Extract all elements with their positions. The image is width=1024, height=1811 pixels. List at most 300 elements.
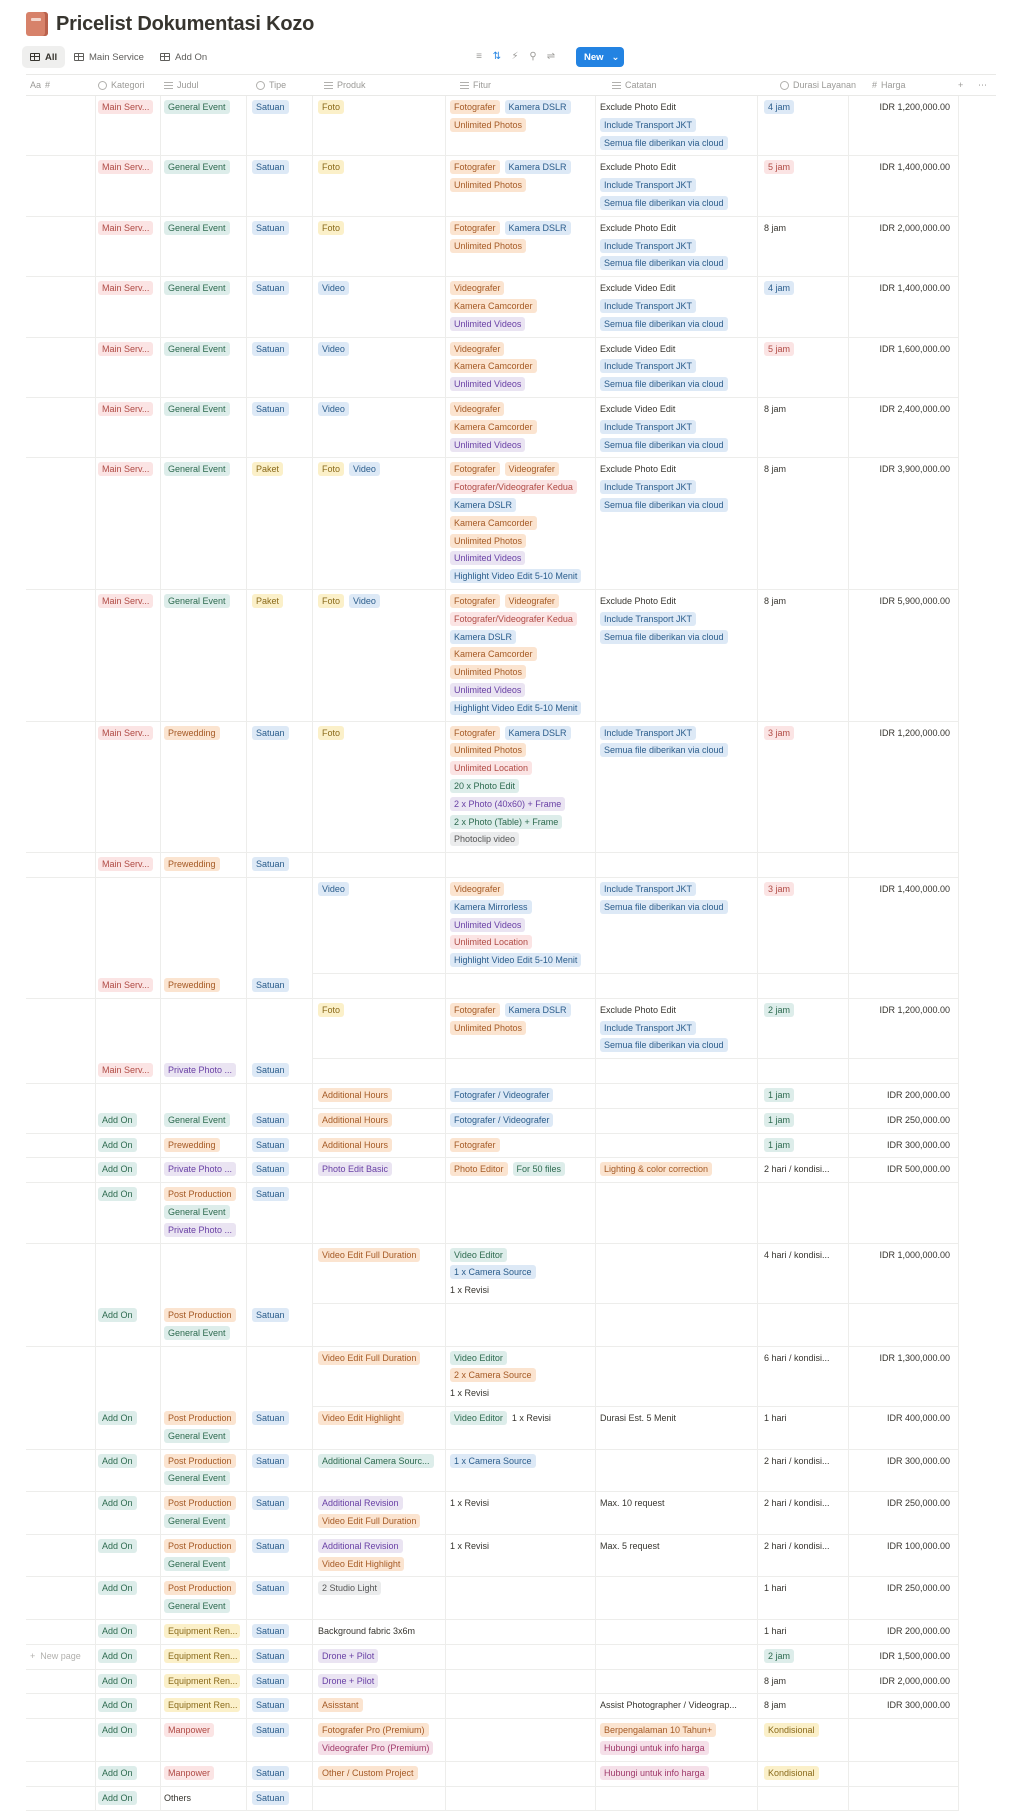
book-icon — [26, 12, 48, 36]
fitur-tag: Unlimited Location — [450, 761, 532, 775]
fitur-tag: 20 x Photo Edit — [450, 779, 519, 793]
judul-tag: General Event — [164, 1326, 230, 1340]
judul-tag: General Event — [164, 1205, 230, 1219]
judul-tag: Prewedding — [164, 1138, 220, 1152]
tipe-tag: Satuan — [252, 221, 289, 235]
harga-value: IDR 1,500,000.00 — [879, 1650, 950, 1661]
fitur-tag: Videografer — [505, 594, 559, 608]
judul-tag: Post Production — [164, 1539, 236, 1553]
judul-tag: General Event — [164, 100, 230, 114]
kategori-tag: Add On — [98, 1539, 137, 1553]
kategori-tag: Main Serv... — [98, 402, 153, 416]
produk-tag: Videografer Pro (Premium) — [318, 1741, 433, 1755]
kategori-tag: Add On — [98, 1411, 137, 1425]
tipe-tag: Satuan — [252, 978, 289, 992]
fitur-tag: Unlimited Location — [450, 935, 532, 949]
fitur-tag: Video Editor — [450, 1351, 507, 1365]
tipe-tag: Satuan — [252, 1308, 289, 1322]
kategori-tag: Main Serv... — [98, 281, 153, 295]
catatan-tag: Include Transport JKT — [600, 480, 696, 494]
harga-value: IDR 1,200,000.00 — [879, 102, 950, 112]
fitur-tag: Kamera Camcorder — [450, 420, 537, 434]
table-icon — [74, 53, 84, 61]
catatan-tag: Max. 5 request — [600, 1540, 660, 1551]
durasi-tag: 1 hari — [764, 1583, 787, 1594]
add-column-icon[interactable]: + — [958, 80, 964, 90]
durasi-tag: 5 jam — [764, 160, 794, 174]
tipe-tag: Satuan — [252, 342, 289, 356]
fitur-tag: 1 x Camera Source — [450, 1265, 536, 1279]
column-tipe[interactable]: Tipe — [256, 75, 286, 95]
judul-tag: General Event — [164, 1557, 230, 1571]
tipe-tag: Satuan — [252, 1187, 289, 1201]
durasi-tag: 2 hari / kondisi... — [764, 1540, 830, 1551]
fitur-tag: Unlimited Photos — [450, 534, 526, 548]
judul-tag: Private Photo ... — [164, 1162, 236, 1176]
catatan-tag: Exclude Photo Edit — [600, 102, 677, 112]
durasi-tag: 2 jam — [764, 1649, 794, 1663]
settings-icon[interactable]: ⇌ — [546, 51, 556, 62]
fitur-tag: Fotografer — [450, 462, 500, 476]
judul-tag: Private Photo ... — [164, 1223, 236, 1237]
tipe-tag: Satuan — [252, 1674, 289, 1688]
catatan-tag: Exclude Video Edit — [600, 283, 676, 294]
view-bar — [22, 46, 1022, 68]
fitur-tag: Fotografer — [450, 1138, 500, 1152]
produk-tag: Other / Custom Project — [318, 1766, 418, 1780]
kategori-tag: Add On — [98, 1791, 137, 1805]
harga-value: IDR 500,000.00 — [886, 1164, 950, 1175]
catatan-tag: Include Transport JKT — [600, 239, 696, 253]
column-divider — [246, 96, 247, 1811]
tipe-tag: Satuan — [252, 1723, 289, 1737]
produk-tag: Photo Edit Basic — [318, 1162, 392, 1176]
produk-tag: Additional Hours — [318, 1138, 392, 1152]
fitur-tag: 2 x Photo (40x60) + Frame — [450, 797, 565, 811]
harga-value: IDR 1,200,000.00 — [879, 727, 950, 738]
fitur-tag: 2 x Camera Source — [450, 1368, 536, 1382]
kategori-tag: Add On — [98, 1113, 137, 1127]
column-durasi[interactable]: Durasi Layanan — [780, 75, 856, 95]
durasi-tag: 6 hari / kondisi... — [764, 1352, 830, 1363]
multiselect-icon — [612, 82, 621, 89]
durasi-tag: 8 jam — [764, 404, 787, 414]
durasi-tag: 4 hari / kondisi... — [764, 1249, 830, 1260]
fitur-tag: Fotografer / Videografer — [450, 1113, 553, 1127]
durasi-tag: 8 jam — [764, 596, 787, 606]
tipe-tag: Satuan — [252, 1766, 289, 1780]
judul-tag: General Event — [164, 1471, 230, 1485]
kategori-tag: Add On — [98, 1766, 137, 1780]
kategori-tag: Add On — [98, 1674, 137, 1688]
durasi-tag: Kondisional — [764, 1766, 819, 1780]
column-divider — [445, 96, 446, 1811]
harga-value: IDR 250,000.00 — [886, 1114, 950, 1125]
durasi-tag: 5 jam — [764, 342, 794, 356]
durasi-tag: 1 hari — [764, 1626, 787, 1636]
search-icon[interactable]: ⚲ — [529, 51, 537, 62]
more-options-icon[interactable]: ⋯ — [978, 79, 987, 90]
produk-tag: Additional Revision — [318, 1496, 403, 1510]
kategori-tag: Add On — [98, 1496, 137, 1510]
kategori-tag: Add On — [98, 1649, 137, 1663]
durasi-tag: 4 jam — [764, 281, 794, 295]
durasi-tag: 1 jam — [764, 1138, 794, 1152]
fitur-tag: Unlimited Photos — [450, 239, 526, 253]
select-icon — [256, 81, 265, 90]
fitur-tag: Fotografer — [450, 160, 500, 174]
catatan-tag: Semua file diberikan via cloud — [600, 196, 728, 210]
harga-value: IDR 400,000.00 — [886, 1413, 950, 1423]
fitur-tag: Fotografer — [450, 221, 500, 235]
catatan-tag: Semua file diberikan via cloud — [600, 438, 728, 452]
judul-tag: General Event — [164, 1599, 230, 1613]
catatan-tag: Exclude Video Edit — [600, 404, 676, 414]
judul-tag: Prewedding — [164, 726, 220, 740]
tipe-tag: Satuan — [252, 1539, 289, 1553]
harga-value: IDR 1,200,000.00 — [879, 1004, 950, 1015]
catatan-tag: Include Transport JKT — [600, 726, 696, 740]
kategori-tag: Main Serv... — [98, 100, 153, 114]
judul-tag: Private Photo ... — [164, 1063, 236, 1077]
automation-icon[interactable]: ⚡ — [511, 51, 519, 62]
durasi-tag: 2 hari / kondisi... — [764, 1164, 830, 1175]
judul-tag: Manpower — [164, 1723, 214, 1737]
harga-value: IDR 1,400,000.00 — [879, 162, 950, 173]
table-icon — [30, 53, 40, 61]
durasi-tag: 8 jam — [764, 464, 787, 475]
table-header — [26, 74, 996, 96]
judul-tag: General Event — [164, 1514, 230, 1528]
produk-tag: Foto — [318, 160, 344, 174]
produk-tag: Fotografer Pro (Premium) — [318, 1723, 429, 1737]
catatan-tag: Include Transport JKT — [600, 1021, 696, 1035]
catatan-tag: Semua file diberikan via cloud — [600, 743, 728, 757]
durasi-tag: 3 jam — [764, 882, 794, 896]
catatan-tag: Exclude Photo Edit — [600, 1004, 677, 1015]
catatan-tag: Include Transport JKT — [600, 359, 696, 373]
durasi-tag: 3 jam — [764, 726, 794, 740]
judul-tag: Post Production — [164, 1187, 236, 1201]
durasi-tag: 2 hari / kondisi... — [764, 1498, 830, 1509]
durasi-tag: 8 jam — [764, 1700, 787, 1711]
fitur-tag: Fotografer — [450, 100, 500, 114]
catatan-tag: Assist Photographer / Videograp... — [600, 1700, 737, 1711]
produk-tag: Foto — [318, 221, 344, 235]
harga-value: IDR 1,400,000.00 — [879, 884, 950, 894]
page-title: Pricelist Dokumentasi Kozo — [56, 12, 315, 35]
produk-tag: Video — [318, 402, 349, 416]
fitur-tag: Fotografer — [450, 594, 500, 608]
fitur-tag: 1 x Revisi — [450, 1388, 490, 1399]
harga-value: IDR 250,000.00 — [886, 1583, 950, 1594]
produk-tag: Drone + Pilot — [318, 1649, 378, 1663]
tab-add-on[interactable]: Add On — [152, 46, 215, 68]
fitur-tag: For 50 files — [513, 1162, 566, 1176]
multiselect-icon — [324, 82, 333, 89]
judul-tag: General Event — [164, 221, 230, 235]
produk-tag: Video — [318, 342, 349, 356]
produk-tag: Foto — [318, 726, 344, 740]
produk-tag: Asisstant — [318, 1698, 363, 1712]
catatan-tag: Lighting & color correction — [600, 1162, 712, 1176]
judul-tag: General Event — [164, 1113, 230, 1127]
harga-value: IDR 1,000,000.00 — [879, 1249, 950, 1260]
fitur-tag: Kamera DSLR — [450, 498, 516, 512]
fitur-tag: Unlimited Videos — [450, 683, 525, 697]
fitur-tag: Videografer — [450, 342, 504, 356]
harga-value: IDR 200,000.00 — [886, 1090, 950, 1100]
fitur-tag: Kamera DSLR — [505, 1003, 571, 1017]
catatan-tag: Semua file diberikan via cloud — [600, 317, 728, 331]
fitur-tag: Highlight Video Edit 5-10 Menit — [450, 701, 581, 715]
catatan-tag: Semua file diberikan via cloud — [600, 900, 728, 914]
column-produk[interactable]: Produk — [324, 75, 366, 95]
column-harga[interactable]: # Harga — [872, 80, 906, 90]
catatan-tag: Exclude Photo Edit — [600, 596, 677, 606]
catatan-tag: Exclude Photo Edit — [600, 162, 677, 173]
durasi-tag: 8 jam — [764, 222, 787, 233]
judul-tag: Equipment Ren... — [164, 1698, 240, 1712]
judul-tag: General Event — [164, 402, 230, 416]
harga-value: IDR 200,000.00 — [886, 1626, 950, 1636]
new-page-button[interactable]: + New page — [30, 1651, 81, 1661]
produk-tag: Video — [349, 594, 380, 608]
catatan-tag: Semua file diberikan via cloud — [600, 377, 728, 391]
fitur-tag: Fotografer — [450, 726, 500, 740]
tipe-tag: Satuan — [252, 1454, 289, 1468]
tipe-tag: Satuan — [252, 1496, 289, 1510]
kategori-tag: Main Serv... — [98, 594, 153, 608]
catatan-tag: Include Transport JKT — [600, 420, 696, 434]
produk-tag: Video Edit Highlight — [318, 1557, 404, 1571]
judul-tag: Others — [164, 1792, 192, 1803]
produk-tag: Foto — [318, 594, 344, 608]
fitur-tag: Kamera Mirrorless — [450, 900, 532, 914]
kategori-tag: Add On — [98, 1308, 137, 1322]
produk-tag: Video — [318, 882, 349, 896]
column-number[interactable]: Aa # — [30, 80, 51, 90]
filter-icon[interactable]: ≡ — [476, 51, 482, 62]
tab-main-service[interactable]: Main Service — [66, 46, 152, 68]
kategori-tag: Add On — [98, 1723, 137, 1737]
tipe-tag: Satuan — [252, 281, 289, 295]
harga-value: IDR 3,900,000.00 — [879, 464, 950, 475]
catatan-tag: Semua file diberikan via cloud — [600, 630, 728, 644]
tipe-tag: Satuan — [252, 1698, 289, 1712]
kategori-tag: Main Serv... — [98, 342, 153, 356]
kategori-tag: Main Serv... — [98, 978, 153, 992]
fitur-tag: Unlimited Photos — [450, 1021, 526, 1035]
harga-value: IDR 1,400,000.00 — [879, 283, 950, 294]
column-divider — [160, 96, 161, 1811]
tipe-tag: Satuan — [252, 1138, 289, 1152]
durasi-tag: 1 hari — [764, 1413, 787, 1423]
judul-tag: General Event — [164, 281, 230, 295]
fitur-tag: 1 x Revisi — [450, 1540, 490, 1551]
fitur-tag: 1 x Revisi — [450, 1498, 490, 1509]
catatan-tag: Exclude Photo Edit — [600, 464, 677, 475]
kategori-tag: Add On — [98, 1698, 137, 1712]
column-divider — [95, 96, 96, 1811]
catatan-tag: Include Transport JKT — [600, 882, 696, 896]
tipe-tag: Satuan — [252, 1649, 289, 1663]
tab-all[interactable]: All — [22, 46, 65, 68]
kategori-tag: Add On — [98, 1454, 137, 1468]
catatan-tag: Include Transport JKT — [600, 178, 696, 192]
produk-tag: Additional Hours — [318, 1088, 392, 1102]
tipe-tag: Satuan — [252, 1113, 289, 1127]
durasi-tag: 8 jam — [764, 1675, 787, 1686]
column-divider — [312, 96, 313, 1811]
fitur-tag: 1 x Camera Source — [450, 1454, 536, 1468]
produk-tag: Foto — [318, 462, 344, 476]
kategori-tag: Main Serv... — [98, 160, 153, 174]
durasi-tag: 2 hari / kondisi... — [764, 1455, 830, 1466]
fitur-tag: Unlimited Photos — [450, 743, 526, 757]
tipe-tag: Satuan — [252, 726, 289, 740]
produk-tag: Video Edit Full Duration — [318, 1351, 420, 1365]
fitur-tag: Unlimited Photos — [450, 178, 526, 192]
fitur-tag: 1 x Revisi — [450, 1285, 490, 1296]
produk-tag: Additional Hours — [318, 1113, 392, 1127]
table-icon — [160, 53, 170, 61]
kategori-tag: Main Serv... — [98, 221, 153, 235]
judul-tag: General Event — [164, 1429, 230, 1443]
fitur-tag: Unlimited Photos — [450, 118, 526, 132]
harga-value: IDR 5,900,000.00 — [879, 596, 950, 606]
catatan-tag: Max. 10 request — [600, 1498, 665, 1509]
tipe-tag: Satuan — [252, 160, 289, 174]
fitur-tag: Kamera Camcorder — [450, 299, 537, 313]
fitur-tag: Kamera DSLR — [505, 726, 571, 740]
kategori-tag: Main Serv... — [98, 726, 153, 740]
tipe-tag: Satuan — [252, 1791, 289, 1805]
sort-icon[interactable]: ⇅ — [492, 51, 502, 62]
catatan-tag: Include Transport JKT — [600, 612, 696, 626]
produk-tag: Additional Camera Sourc... — [318, 1454, 434, 1468]
tipe-tag: Satuan — [252, 100, 289, 114]
page-header — [26, 12, 314, 36]
harga-value: IDR 2,000,000.00 — [879, 222, 950, 233]
fitur-tag: Unlimited Videos — [450, 918, 525, 932]
tipe-tag: Satuan — [252, 1624, 289, 1638]
fitur-tag: Fotografer — [450, 1003, 500, 1017]
new-button[interactable]: New ⌄ — [576, 47, 624, 67]
fitur-tag: Kamera Camcorder — [450, 516, 537, 530]
judul-tag: Equipment Ren... — [164, 1624, 240, 1638]
judul-tag: Post Production — [164, 1411, 236, 1425]
fitur-tag: Fotografer / Videografer — [450, 1088, 553, 1102]
produk-tag: Foto — [318, 100, 344, 114]
fitur-tag: Videografer — [450, 402, 504, 416]
catatan-tag: Include Transport JKT — [600, 118, 696, 132]
judul-tag: General Event — [164, 594, 230, 608]
kategori-tag: Add On — [98, 1187, 137, 1201]
column-kategori[interactable]: Kategori — [98, 75, 145, 95]
fitur-tag: Video Editor — [450, 1248, 507, 1262]
durasi-tag: 1 jam — [764, 1113, 794, 1127]
kategori-tag: Add On — [98, 1581, 137, 1595]
column-divider — [848, 96, 849, 1811]
judul-tag: Prewedding — [164, 857, 220, 871]
judul-tag: Post Production — [164, 1581, 236, 1595]
kategori-tag: Main Serv... — [98, 462, 153, 476]
produk-tag: Background fabric 3x6m — [318, 1626, 416, 1636]
fitur-tag: Kamera DSLR — [505, 100, 571, 114]
catatan-tag: Include Transport JKT — [600, 299, 696, 313]
harga-value: IDR 1,600,000.00 — [879, 343, 950, 354]
judul-tag: Prewedding — [164, 978, 220, 992]
column-judul[interactable]: Judul — [164, 75, 199, 95]
select-icon — [98, 81, 107, 90]
column-catatan[interactable]: Catatan — [612, 75, 657, 95]
fitur-tag: Kamera Camcorder — [450, 359, 537, 373]
chevron-down-icon: ⌄ — [611, 51, 620, 63]
fitur-tag: Fotografer/Videografer Kedua — [450, 612, 577, 626]
produk-tag: Video Edit Full Duration — [318, 1248, 420, 1262]
catatan-tag: Semua file diberikan via cloud — [600, 256, 728, 270]
catatan-tag: Exclude Video Edit — [600, 343, 676, 354]
harga-value: IDR 300,000.00 — [886, 1455, 950, 1466]
fitur-tag: Unlimited Videos — [450, 317, 525, 331]
judul-tag: Equipment Ren... — [164, 1649, 240, 1663]
fitur-tag: Videografer — [505, 462, 559, 476]
produk-tag: Video Edit Full Duration — [318, 1514, 420, 1528]
fitur-tag: Highlight Video Edit 5-10 Menit — [450, 953, 581, 967]
fitur-tag: Video Editor — [450, 1411, 507, 1425]
durasi-tag: 1 jam — [764, 1088, 794, 1102]
fitur-tag: Highlight Video Edit 5-10 Menit — [450, 569, 581, 583]
catatan-tag: Semua file diberikan via cloud — [600, 1038, 728, 1052]
produk-tag: Video — [318, 281, 349, 295]
catatan-tag: Hubungi untuk info harga — [600, 1766, 709, 1780]
judul-tag: Manpower — [164, 1766, 214, 1780]
harga-value: IDR 1,300,000.00 — [879, 1352, 950, 1363]
kategori-tag: Add On — [98, 1138, 137, 1152]
tipe-tag: Satuan — [252, 1063, 289, 1077]
tipe-tag: Paket — [252, 594, 283, 608]
column-divider — [757, 96, 758, 1811]
multiselect-icon — [460, 82, 469, 89]
harga-value: IDR 2,000,000.00 — [879, 1675, 950, 1686]
durasi-tag: Kondisional — [764, 1723, 819, 1737]
judul-tag: General Event — [164, 160, 230, 174]
fitur-tag: Videografer — [450, 882, 504, 896]
fitur-tag: Unlimited Videos — [450, 551, 525, 565]
select-icon — [780, 81, 789, 90]
durasi-tag: 2 jam — [764, 1003, 794, 1017]
judul-tag: General Event — [164, 342, 230, 356]
fitur-tag: 1 x Revisi — [511, 1413, 551, 1423]
fitur-tag: Unlimited Videos — [450, 377, 525, 391]
harga-value: IDR 100,000.00 — [886, 1540, 950, 1551]
fitur-tag: Photoclip video — [450, 832, 519, 846]
hash-icon: # — [872, 80, 878, 90]
kategori-tag: Main Serv... — [98, 857, 153, 871]
kategori-tag: Main Serv... — [98, 1063, 153, 1077]
produk-tag: Additional Revision — [318, 1539, 403, 1553]
produk-tag: Drone + Pilot — [318, 1674, 378, 1688]
harga-value: IDR 300,000.00 — [886, 1139, 950, 1150]
produk-tag: Foto — [318, 1003, 344, 1017]
harga-value: IDR 2,400,000.00 — [879, 404, 950, 414]
column-fitur[interactable]: Fitur — [460, 75, 491, 95]
fitur-tag: Fotografer/Videografer Kedua — [450, 480, 577, 494]
fitur-tag: Kamera DSLR — [450, 630, 516, 644]
tipe-tag: Satuan — [252, 402, 289, 416]
multiselect-icon — [164, 82, 173, 89]
